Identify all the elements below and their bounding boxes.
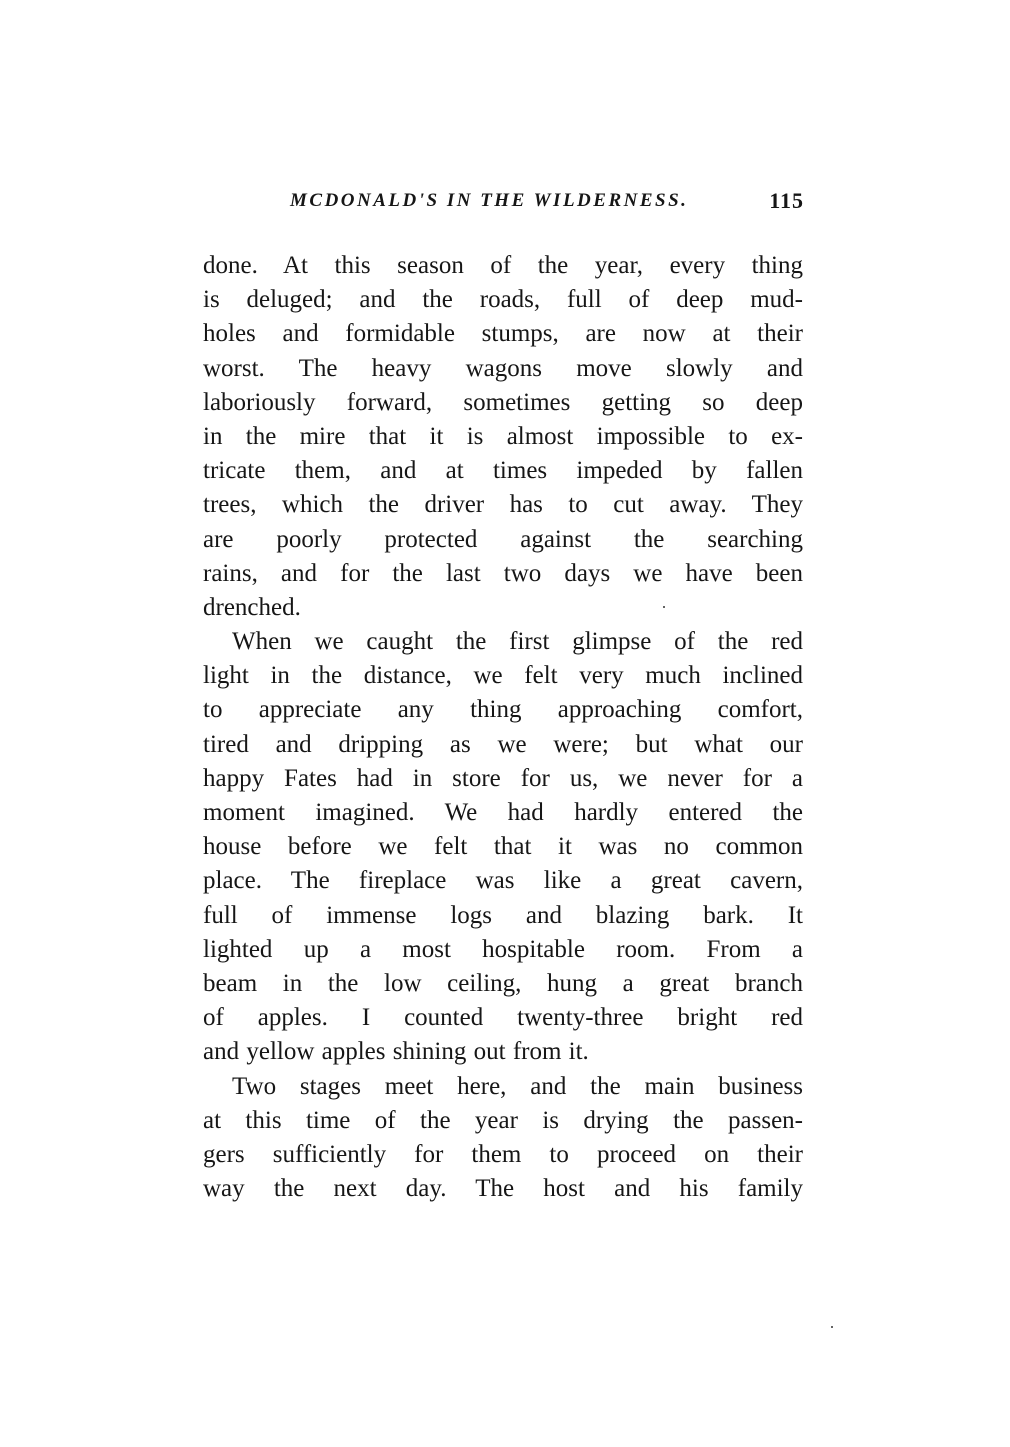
text-line: at this time of the year is drying the passen- (203, 1106, 803, 1134)
text-line: light in the distance, we felt very much inclined (203, 662, 803, 690)
text-line: happy Fates had in store for us, we never for a (203, 764, 803, 792)
text-line: moment imagined. We had hardly entered the (203, 799, 803, 826)
ink-speck (831, 1326, 833, 1328)
text-line: laboriously forward, sometimes getting so deep (203, 388, 803, 416)
body-text (203, 249, 803, 1206)
text-line: trees, which the driver has to cut away. They (203, 491, 803, 519)
paragraph-2 (203, 625, 803, 1069)
text-line: gers sufficiently for them to proceed on their (203, 1140, 803, 1168)
text-line: holes and formidable stumps, are now at their (203, 320, 803, 348)
text-line: When we caught the first glimpse of the red (232, 628, 803, 656)
text-line: beam in the low ceiling, hung a great branch (203, 969, 803, 997)
text-line: rains, and for the last two days we have been (203, 559, 803, 587)
text-line: is deluged; and the roads, full of deep mud- (203, 286, 803, 314)
text-line: in the mire that it is almost impossible to ex- (203, 422, 803, 450)
text-line: place. The fireplace was like a great cavern, (203, 867, 803, 895)
page-number: 115 (769, 188, 804, 213)
paragraph-1 (203, 249, 803, 625)
text-line: of apples. I counted twenty-three bright red (203, 1004, 803, 1032)
text-line: lighted up a most hospitable room. From a (203, 935, 803, 963)
text-line: to appreciate any thing approaching comfort, (203, 696, 803, 724)
text-line: way the next day. The host and his family (203, 1175, 803, 1203)
text-line: tired and dripping as we were; but what our (203, 730, 803, 758)
text-line: are poorly protected against the searching (203, 525, 803, 553)
text-line: done. At this season of the year, every thing (203, 252, 803, 279)
running-title: MCDONALD'S IN THE WILDERNESS. (290, 190, 689, 211)
running-head (282, 188, 804, 218)
text-line: drenched. (203, 593, 301, 621)
ink-speck (663, 606, 665, 608)
text-line: tricate them, and at times impeded by fallen (203, 457, 803, 485)
text-line: full of immense logs and blazing bark. It (203, 901, 803, 929)
text-line: worst. The heavy wagons move slowly and (203, 354, 803, 382)
text-line: Two stages meet here, and the main business (232, 1072, 803, 1100)
text-line: house before we felt that it was no common (203, 833, 803, 861)
text-line: and yellow apples shining out from it. (203, 1038, 589, 1066)
paragraph-3 (203, 1070, 803, 1207)
